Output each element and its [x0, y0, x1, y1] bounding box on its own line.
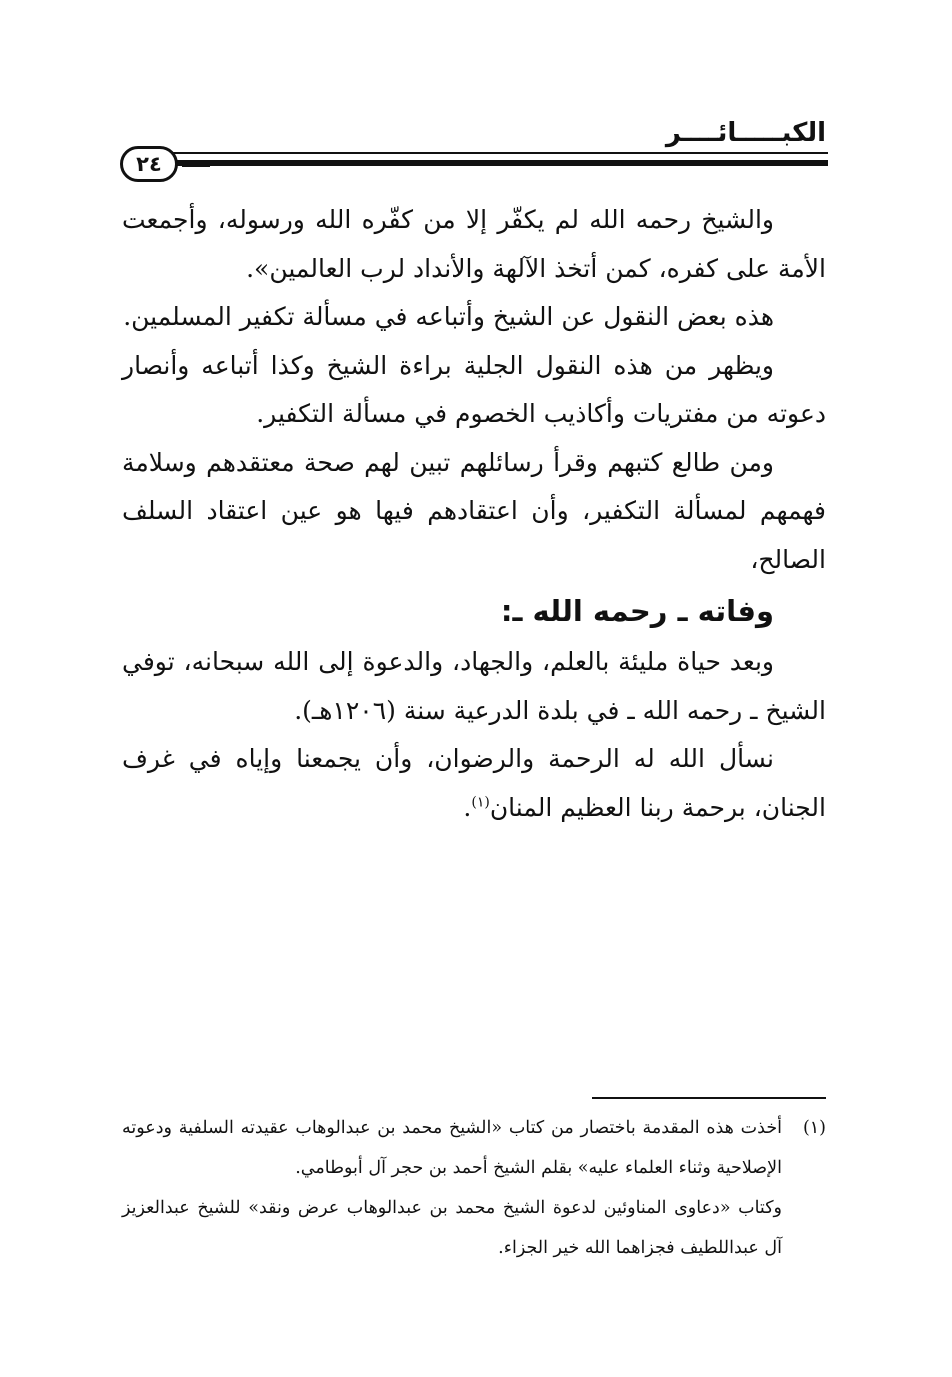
- paragraph-3: ويظهر من هذه النقول الجلية براءة الشيخ وكذا أتباعه وأنصار دعوته من مفتريات وأكاذيب الخصوم في مسألة التكفير.: [122, 350, 826, 428]
- footnote-separator: [592, 1097, 826, 1099]
- footnote-1-text: أخذت هذه المقدمة باختصار من كتاب «الشيخ محمد بن عبدالوهاب عقيدته السلفية ودعوته الإصلاحية وثناء العلماء عليه» بقلم الشيخ أحمد بن حجر آل أبوطامي.: [122, 1118, 782, 1178]
- paragraph-2: هذه بعض النقول عن الشيخ وأتباعه في مسألة تكفير المسلمين.: [123, 302, 774, 331]
- paragraph-6-text: نسأل الله له الرحمة والرضوان، وأن يجمعنا وإياه في غرف الجنان، برحمة ربنا العظيم المنان: [122, 744, 826, 822]
- header-rules: [158, 152, 828, 166]
- header-rule-thick: [158, 160, 828, 166]
- footnote-1-marker: (١): [802, 1118, 826, 1138]
- header-rule-thin: [158, 152, 828, 154]
- footnote-reference[interactable]: (١): [471, 794, 490, 811]
- section-heading: وفاته ـ رحمه الله ـ:: [500, 594, 774, 628]
- page-number: ٢٤: [120, 146, 178, 182]
- paragraph-1: والشيخ رحمه الله لم يكفّر إلا من كفّره الله ورسوله، وأجمعت الأمة على كفره، كمن أتخذ الآلهة والأنداد لرب العالمين».: [122, 205, 826, 283]
- paragraph-4: ومن طالع كتبهم وقرأ رسائلهم تبين لهم صحة معتقدهم وسلامة فهمهم لمسألة التكفير، وأن اعتقادهم فيها هو عين اعتقاد السلف الصالح،: [122, 447, 826, 574]
- paragraph-6-end: .: [463, 792, 472, 822]
- footnote-1-continuation: وكتاب «دعاوى المناوئين لدعوة الشيخ محمد بن عبدالوهاب عرض ونقد» للشيخ عبدالعزيز آل عبداللطيف فجزاهما الله خير الجزاء.: [122, 1198, 782, 1258]
- paragraph-5: وبعد حياة مليئة بالعلم، والجهاد، والدعوة إلى الله سبحانه، توفي الشيخ ـ رحمه الله ـ في بلدة الدرعية سنة (١٢٠٦هـ).: [122, 647, 826, 725]
- body-text: [122, 196, 826, 832]
- page-number-block: [120, 146, 210, 182]
- footnotes: [122, 1108, 826, 1268]
- footnote-1: [122, 1108, 826, 1188]
- page-number-dash: [182, 161, 210, 167]
- running-title: الكبـــــائــــر: [665, 118, 826, 148]
- paragraph-6: [122, 735, 826, 832]
